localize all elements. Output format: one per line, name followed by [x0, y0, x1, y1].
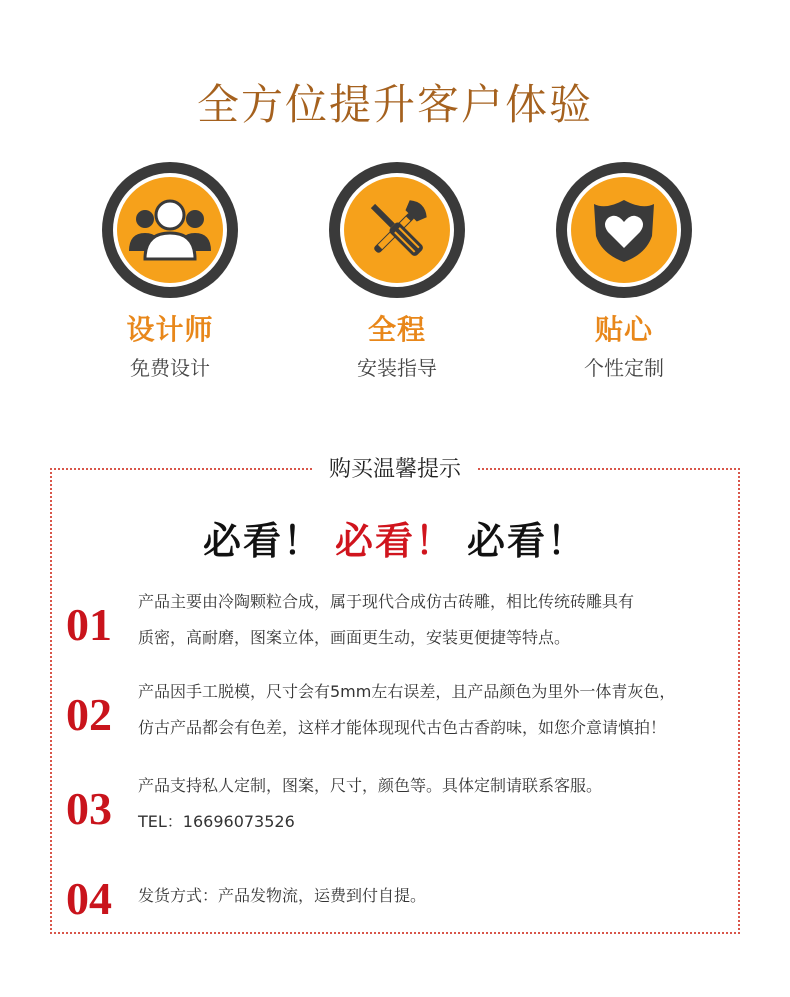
tip-text: 发货方式：产品发物流，运费到付自提。 [138, 886, 427, 905]
feature-circle [556, 162, 692, 298]
feature-subtitle: 免费设计 [130, 356, 210, 380]
feature-title: 贴心 [594, 313, 653, 346]
feature-title: 全程 [367, 313, 426, 346]
tip-number: 02 [66, 689, 112, 740]
tip-number: 01 [66, 599, 112, 650]
page-title: 全方位提升客户体验 [196, 80, 593, 129]
feature-circle [329, 162, 465, 298]
tips-label: 购买温馨提示 [0, 452, 790, 483]
feature-designer [95, 162, 245, 381]
feature-title: 设计师 [126, 313, 214, 346]
tip-text: 产品主要由冷陶颗粒合成，属于现代合成仿古砖雕，相比传统砖雕具有 质密，高耐磨，图案立体，画面更生动，安装更便捷等特点。 [138, 592, 635, 647]
feature-circle [102, 162, 238, 298]
wrench-screwdriver-icon [357, 190, 437, 270]
tip-text: 产品因手工脱模，尺寸会有5mm左右误差，且产品颜色为里外一体青灰色， 仿古产品都会有色差，这样才能体现现代古色古香韵味，如您介意请慎拍！ [138, 682, 676, 737]
heart-shield-icon [586, 192, 662, 268]
user-group-icon [125, 195, 215, 265]
feature-subtitle: 安装指导 [357, 356, 437, 380]
feature-installation [322, 162, 472, 381]
must-read-heading [0, 510, 790, 565]
feature-custom [549, 162, 699, 381]
feature-subtitle: 个性定制 [584, 356, 664, 380]
must-read-3: 必看！ [467, 519, 588, 563]
tip-number: 04 [66, 873, 112, 924]
phone-number: TEL：16696073526 [138, 812, 295, 831]
must-read-1: 必看！ [202, 519, 323, 563]
tip-number: 03 [66, 783, 112, 834]
tip-text: 产品支持私人定制，图案，尺寸，颜色等。具体定制请联系客服。 TEL：16696073526 [138, 768, 738, 840]
must-read-2: 必看！ [334, 519, 455, 563]
